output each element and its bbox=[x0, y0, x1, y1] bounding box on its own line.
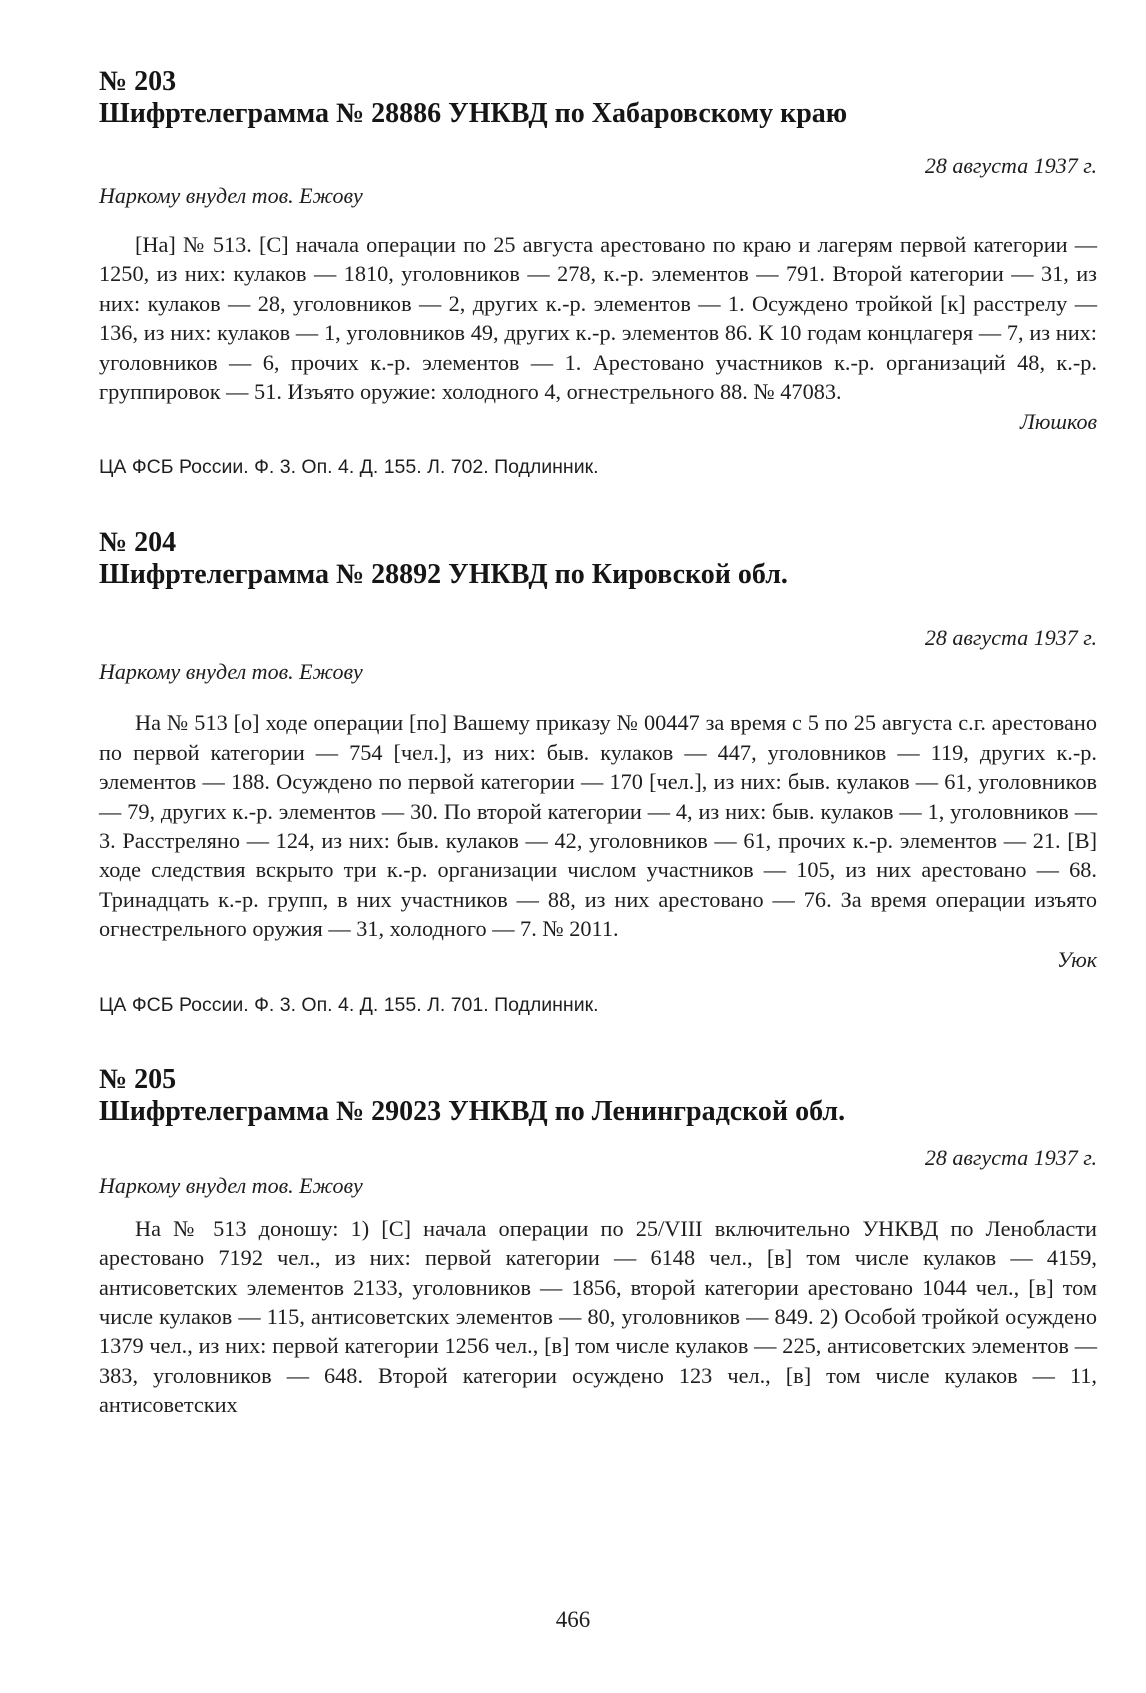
document-body: [На] № 513. [С] начала операции по 25 августа арестовано по краю и лагерям первой категории — 1250, из них: кулаков — 1810, уголовников — 278, к.-р. элементов — 791. Второй категории — 31, из них: кулаков — 28, уголовников — 2, других к.-р. элементов — 1. Осуждено тройкой [к] расстрелу — 136, из них: кулаков — 1, уголовников 49, других к.-р. элементов 86. К 10 годам концлагеря — 7, из них: уголовников — 6, прочих к.-р. элементов — 1. Арестовано участников к.-р. организаций 48, к.-р. группировок — 51. Изъято оружие: холодного 4, огнестрельного 88. № 47083. bbox=[99, 232, 1097, 405]
document-addressee: Наркому внудел тов. Ежову bbox=[99, 1172, 363, 1198]
document-number: № 205 bbox=[99, 1063, 177, 1095]
document-205 bbox=[99, 1064, 1097, 1420]
document-title: Шифртелеграмма № 28886 УНКВД по Хабаровскому краю bbox=[99, 98, 848, 129]
document-signature: Люшков bbox=[1019, 409, 1097, 435]
archive-source: ЦА ФСБ России. Ф. 3. Оп. 4. Д. 155. Л. 701. Подлинник. bbox=[99, 993, 599, 1016]
document-number: № 203 bbox=[99, 66, 177, 97]
document-addressee: Наркому внудел тов. Ежову bbox=[99, 183, 363, 208]
document-title: Шифртелеграмма № 29023 УНКВД по Ленинградской обл. bbox=[99, 1095, 846, 1127]
document-date: 28 августа 1937 г. bbox=[924, 153, 1097, 178]
document-204 bbox=[99, 527, 1097, 1017]
document-body: На № 513 доношу: 1) [С] начала операции по 25/VIII включительно УНКВД по Ленобласти арестовано 7192 чел., из них: первой категории — 6148 чел., [в] том числе кулаков — 4159, антисоветских элементов 2133, уголовников — 1856, второй категории арестовано 1044 чел., [в] том числе кулаков — 115, антисоветских элементов — 80, уголовников — 849. 2) Особой тройкой осуждено 1379 чел., из них: первой категории 1256 чел., [в] том числе кулаков — 225, антисоветских элементов — 383, уголовников — 648. Второй категории осуждено 123 чел., [в] том числе кулаков — 11, антисоветских bbox=[99, 1215, 1097, 1418]
document-203 bbox=[99, 66, 1097, 480]
document-title: Шифртелеграмма № 28892 УНКВД по Кировской обл. bbox=[99, 559, 788, 591]
document-signature: Уюк bbox=[1057, 946, 1097, 972]
archive-source: ЦА ФСБ России. Ф. 3. Оп. 4. Д. 155. Л. 702. Подлинник. bbox=[99, 456, 599, 479]
page-number: 466 bbox=[555, 1607, 591, 1632]
document-body: На № 513 [о] ходе операции [по] Вашему приказу № 00447 за время с 5 по 25 августа с.г. арестовано по первой категории — 754 [чел.], из них: быв. кулаков — 447, уголовников — 119, других к.-р. элементов — 188. Осуждено по первой категории — 170 [чел.], из них: быв. кулаков — 61, уголовников — 79, других к.-р. элементов — 30. По второй категории — 4, из них: быв. кулаков — 1, уголовников — 3. Расстреляно — 124, из них: быв. кулаков — 42, уголовников — 61, прочих к.-р. элементов — 21. [В] ходе следствия вскрыто три к.-р. организации числом участников — 105, из них арестовано — 68. Тринадцать к.-р. групп, в них участников — 88, из них арестовано — 76. За время операции изъято огнестрельного оружия — 31, холодного — 7. № 2011. bbox=[99, 710, 1097, 942]
document-addressee: Наркому внудел тов. Ежову bbox=[99, 659, 363, 685]
document-date: 28 августа 1937 г. bbox=[924, 1144, 1097, 1170]
page-content bbox=[99, 66, 1097, 1420]
document-date: 28 августа 1937 г. bbox=[924, 625, 1097, 651]
document-number: № 204 bbox=[99, 527, 177, 559]
